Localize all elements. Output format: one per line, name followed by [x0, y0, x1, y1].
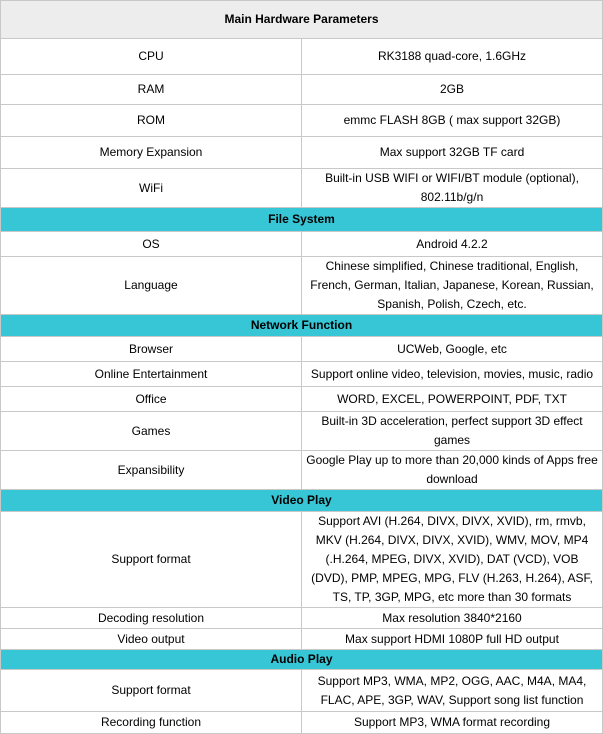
table-row [1, 39, 603, 75]
section-header-video [1, 490, 603, 512]
row-label: Support format [1, 512, 302, 608]
section-header-network [1, 315, 603, 337]
row-label: Recording function [1, 712, 302, 734]
row-label: Browser [1, 337, 302, 362]
row-value: Support AVI (H.264, DIVX, DIVX, XVID), rm, rmvb, MKV (H.264, DIVX, DIVX, XVID), WMV, MOV, MP4 (.H.264, MPEG, DIVX, XVID), DAT (VCD), VOB (DVD), PMP, MPEG, MPG, FLV (H.263, H.264), ASF, TS, TP, 3GP, MPG, etc more than 30 formats [302, 512, 603, 608]
row-value: Max support HDMI 1080P full HD output [302, 629, 603, 650]
table-row [1, 105, 603, 137]
row-value: WORD, EXCEL, POWERPOINT, PDF, TXT [302, 387, 603, 412]
section-title: File System [1, 208, 603, 232]
table-row [1, 257, 603, 315]
row-value: Support MP3, WMA format recording [302, 712, 603, 734]
row-value: Built-in 3D acceleration, perfect support 3D effect games [302, 412, 603, 451]
row-value: UCWeb, Google, etc [302, 337, 603, 362]
row-label: Games [1, 412, 302, 451]
table-row [1, 712, 603, 734]
table-row [1, 337, 603, 362]
row-label: Online Entertainment [1, 362, 302, 387]
table-row [1, 75, 603, 105]
table-row [1, 387, 603, 412]
row-label: ROM [1, 105, 302, 137]
row-label: Support format [1, 670, 302, 712]
section-header-file-system [1, 208, 603, 232]
table-row [1, 137, 603, 169]
section-title: Video Play [1, 490, 603, 512]
section-header-hardware [1, 1, 603, 39]
row-value: Chinese simplified, Chinese traditional, English, French, German, Italian, Japanese, Korean, Russian, Spanish, Polish, Czech, etc. [302, 257, 603, 315]
table-row [1, 670, 603, 712]
row-value: Android 4.2.2 [302, 232, 603, 257]
table-row [1, 629, 603, 650]
row-value: Max resolution 3840*2160 [302, 608, 603, 629]
row-label: Language [1, 257, 302, 315]
section-header-audio [1, 650, 603, 670]
row-value: Support MP3, WMA, MP2, OGG, AAC, M4A, MA4, FLAC, APE, 3GP, WAV, Support song list function [302, 670, 603, 712]
row-value: Support online video, television, movies, music, radio [302, 362, 603, 387]
section-title: Main Hardware Parameters [1, 1, 603, 39]
row-value: Google Play up to more than 20,000 kinds of Apps free download [302, 451, 603, 490]
row-value: 2GB [302, 75, 603, 105]
row-value: Built-in USB WIFI or WIFI/BT module (optional), 802.11b/g/n [302, 169, 603, 208]
row-label: Office [1, 387, 302, 412]
section-title: Audio Play [1, 650, 603, 670]
row-label: WiFi [1, 169, 302, 208]
table-row [1, 362, 603, 387]
row-label: Video output [1, 629, 302, 650]
section-title: Network Function [1, 315, 603, 337]
row-value: Max support 32GB TF card [302, 137, 603, 169]
row-label: Memory Expansion [1, 137, 302, 169]
table-row [1, 169, 603, 208]
row-label: Expansibility [1, 451, 302, 490]
row-value: RK3188 quad-core, 1.6GHz [302, 39, 603, 75]
row-label: Decoding resolution [1, 608, 302, 629]
table-row [1, 512, 603, 608]
row-label: CPU [1, 39, 302, 75]
row-value: emmc FLASH 8GB ( max support 32GB) [302, 105, 603, 137]
table-row [1, 232, 603, 257]
table-row [1, 608, 603, 629]
table-row [1, 412, 603, 451]
table-row [1, 451, 603, 490]
row-label: OS [1, 232, 302, 257]
row-label: RAM [1, 75, 302, 105]
